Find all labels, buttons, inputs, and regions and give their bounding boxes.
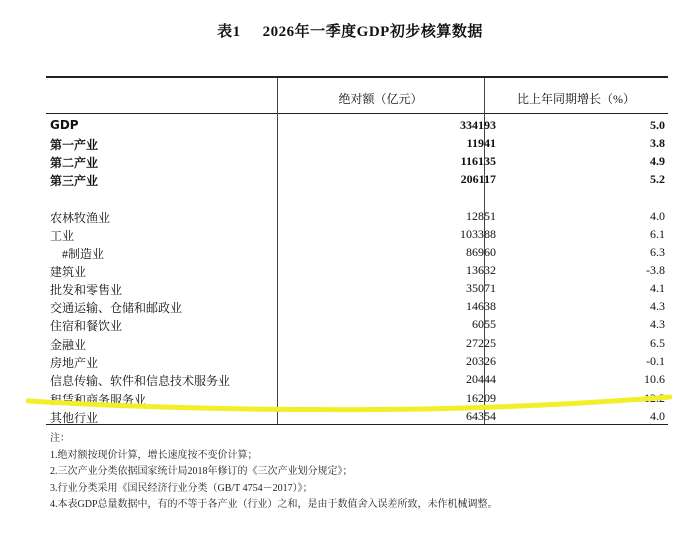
- row-value: 11941: [466, 136, 496, 150]
- note-3: 3.行业分类采用《国民经济行业分类（GB/T 4754－2017）》；: [50, 482, 313, 494]
- note-1: 1.绝对额按现价计算，增长速度按不变价计算；: [50, 449, 258, 461]
- row-label: 批发和零售业: [50, 283, 123, 297]
- row-value: 103388: [460, 227, 496, 241]
- row-growth: 4.0: [650, 409, 665, 423]
- row-value: 14638: [466, 299, 496, 313]
- table-row: [0, 227, 700, 245]
- row-growth: 6.3: [650, 245, 665, 259]
- table-title: [0, 20, 700, 41]
- table-row: [0, 172, 700, 190]
- row-value: 334193: [460, 118, 496, 132]
- top-rule: [46, 76, 668, 78]
- row-value: 20444: [466, 372, 496, 386]
- note-heading: 注：: [50, 433, 70, 444]
- table-title-text: 2026年一季度GDP初步核算数据: [262, 24, 483, 40]
- table-row: [0, 245, 700, 263]
- row-label: 住宿和餐饮业: [50, 319, 123, 333]
- row-value: 6055: [472, 317, 496, 331]
- row-value: 86960: [466, 245, 496, 259]
- row-growth: 5.0: [650, 118, 665, 132]
- row-growth: 10.6: [644, 372, 665, 386]
- row-label: 第三产业: [50, 174, 99, 188]
- table-row: [0, 409, 700, 427]
- row-growth: 4.0: [650, 209, 665, 223]
- table-number: 表1: [217, 24, 241, 40]
- row-value: 20326: [466, 354, 496, 368]
- row-growth: 12.2: [644, 391, 665, 405]
- header-value: 绝对额（亿元）: [338, 92, 423, 106]
- row-label: 第二产业: [50, 156, 99, 170]
- row-value: 13632: [466, 263, 496, 277]
- row-value: 35071: [466, 281, 496, 295]
- row-label: 工业: [50, 229, 75, 243]
- note-4: 4.本表GDP总量数据中，有的不等于各产业（行业）之和，是由于数值舍入误差所致，未作机械调整。: [50, 499, 498, 510]
- table-row: [0, 281, 700, 299]
- row-growth: 3.8: [650, 136, 665, 150]
- row-value: 16209: [466, 391, 496, 405]
- table-row: [0, 336, 700, 354]
- row-growth: 5.2: [650, 172, 665, 186]
- row-value: 206117: [460, 172, 496, 186]
- row-label: GDP: [50, 118, 79, 132]
- note-2: 2.三次产业分类依据国家统计局2018年修订的《三次产业划分规定》；: [50, 466, 353, 477]
- row-growth: 4.1: [650, 281, 665, 295]
- table-row: [0, 136, 700, 154]
- table-row: [0, 391, 700, 409]
- row-growth: 4.3: [650, 317, 665, 331]
- table-row: [0, 154, 700, 172]
- row-growth: 6.1: [650, 227, 665, 241]
- table-row: [0, 354, 700, 372]
- row-value: 64354: [466, 409, 496, 423]
- row-value: 12851: [466, 209, 496, 223]
- row-growth: 6.5: [650, 336, 665, 350]
- row-label: #制造业: [62, 247, 105, 261]
- row-value: 27225: [466, 336, 496, 350]
- row-label: 交通运输、仓储和邮政业: [50, 301, 183, 315]
- table-row: [0, 372, 700, 390]
- header-rule: [46, 113, 668, 114]
- row-label: 租赁和商务服务业: [50, 393, 147, 407]
- table-notes: [50, 431, 498, 514]
- row-label: 信息传输、软件和信息技术服务业: [50, 374, 231, 388]
- row-label: 第一产业: [50, 138, 99, 152]
- row-label: 农林牧渔业: [50, 211, 111, 225]
- row-growth: 4.3: [650, 299, 665, 313]
- row-label: 金融业: [50, 338, 87, 352]
- row-label: 建筑业: [50, 265, 87, 279]
- row-value: 116135: [460, 154, 496, 168]
- header-growth: 比上年同期增长（%）: [517, 92, 635, 106]
- row-growth: -0.1: [646, 354, 665, 368]
- table-row: [0, 299, 700, 317]
- row-label: 其他行业: [50, 411, 99, 425]
- table-row: [0, 317, 700, 335]
- table-row: [0, 118, 700, 136]
- row-growth: -3.8: [646, 263, 665, 277]
- table-row: [0, 209, 700, 227]
- row-label: 房地产业: [50, 356, 99, 370]
- row-growth: 4.9: [650, 154, 665, 168]
- table-row: [0, 263, 700, 281]
